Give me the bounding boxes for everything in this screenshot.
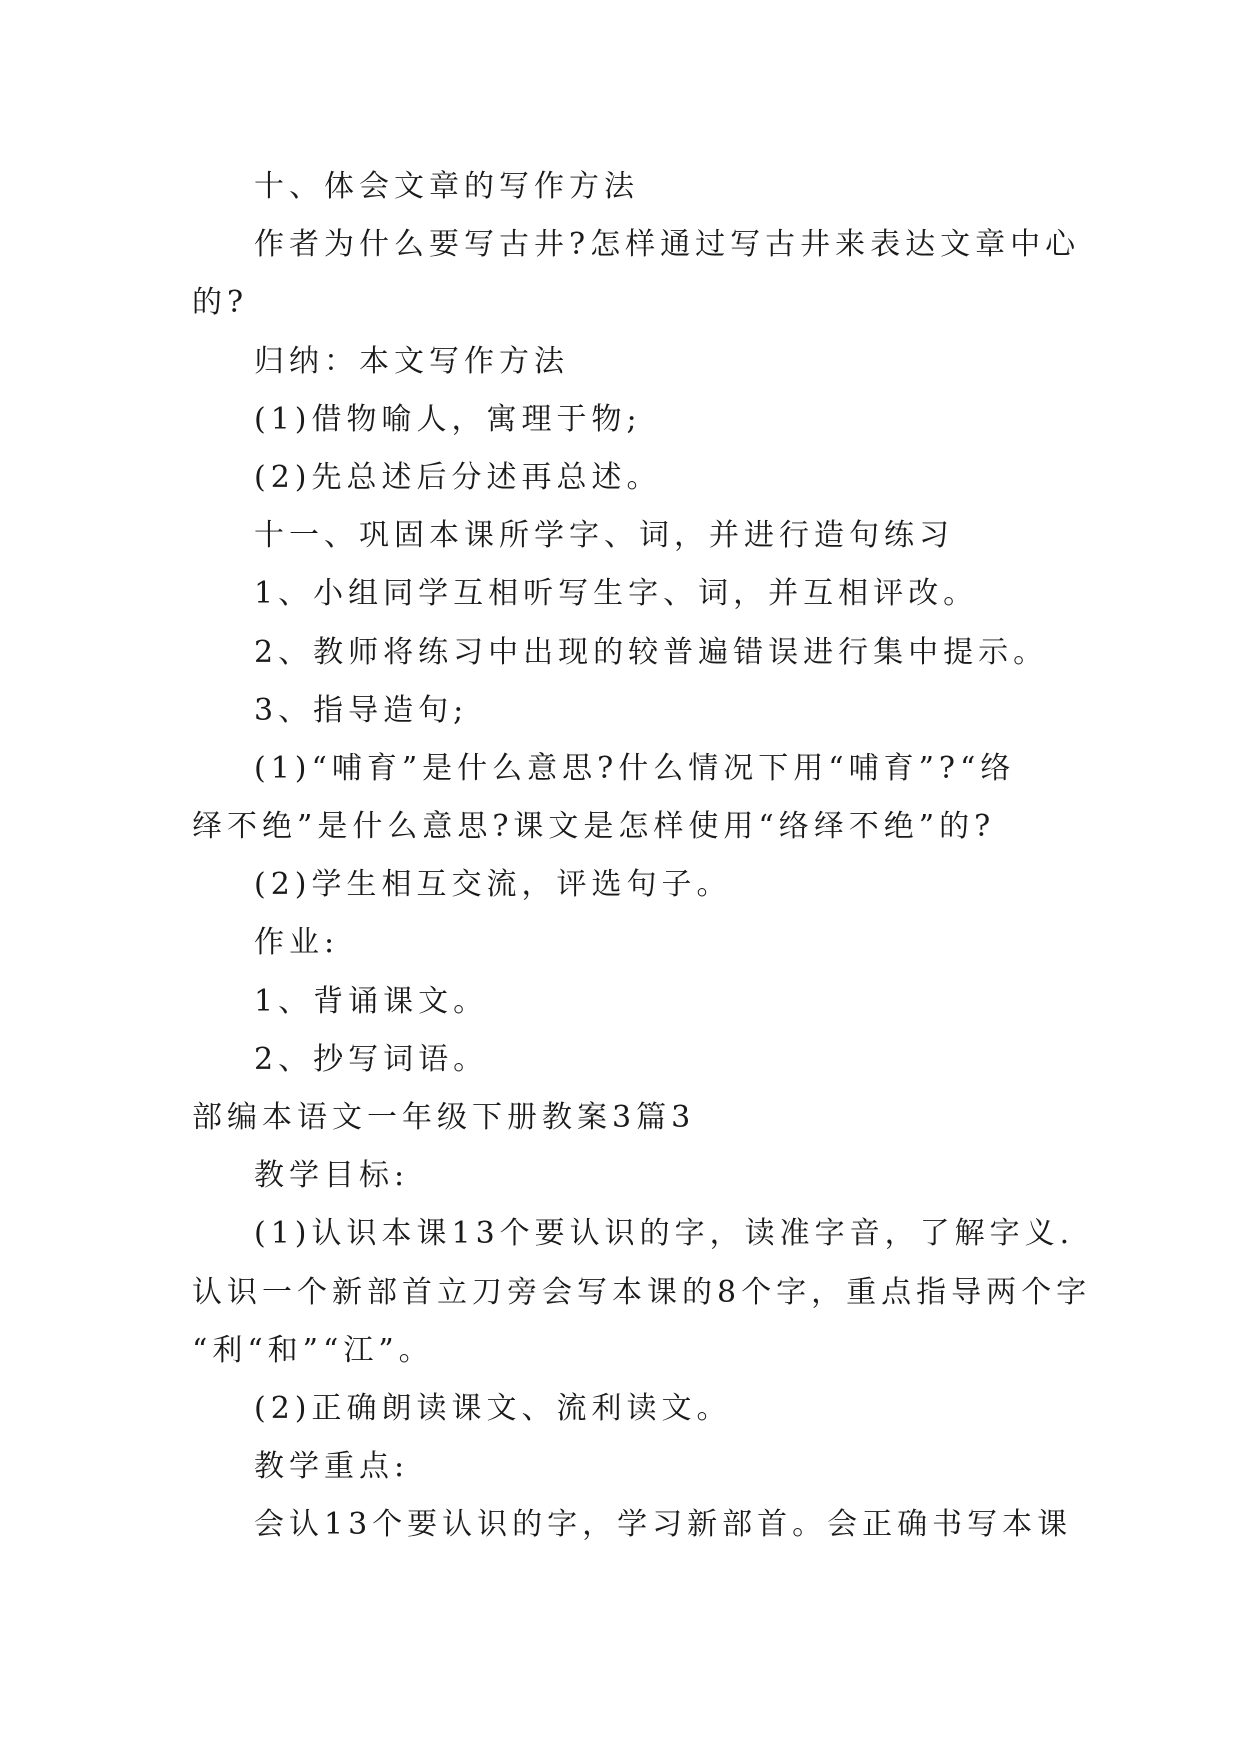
text-line: 绎不绝”是什么意思?课文是怎样使用“络绎不绝”的? — [192, 809, 996, 845]
text-line: (2)正确朗读课文、流利读文。 — [254, 1390, 732, 1426]
text-line: 十一、巩固本课所学字、词，并进行造句练习 — [254, 518, 954, 554]
text-line: 2、抄写词语。 — [254, 1041, 489, 1077]
text-line: 1、背诵课文。 — [254, 983, 489, 1019]
text-line: (1)借物喻人，寓理于物; — [254, 401, 642, 437]
text-line: 部编本语文一年级下册教案3篇3 — [192, 1100, 696, 1135]
text-line: 作者为什么要写古井?怎样通过写古井来表达文章中心 — [254, 227, 1081, 263]
text-line: 的? — [192, 285, 249, 321]
text-line: 1、小组同学互相听写生字、词，并互相评改。 — [254, 576, 979, 612]
text-line: “利“和”“江”。 — [192, 1332, 434, 1368]
text-line: 2、教师将练习中出现的较普遍错误进行集中提示。 — [254, 634, 1049, 670]
text-line: 归纳：本文写作方法 — [254, 343, 569, 379]
text-line: 认识一个新部首立刀旁会写本课的8个字，重点指导两个字 — [192, 1274, 1092, 1310]
text-line: (2)学生相互交流，评选句子。 — [254, 867, 732, 903]
text-line: 十、体会文章的写作方法 — [254, 169, 639, 204]
text-line: (1)认识本课13个要认识的字，读准字音，了解字义. — [254, 1216, 1075, 1252]
text-line: 3、指导造句; — [254, 692, 469, 728]
document-body — [192, 158, 1092, 1555]
text-line: (1)“哺育”是什么意思?什么情况下用“哺育”?“络 — [254, 750, 1016, 786]
text-line: (2)先总述后分述再总述。 — [254, 459, 662, 495]
text-line: 教学重点: — [254, 1449, 410, 1485]
text-line: 教学目标: — [254, 1158, 410, 1194]
text-line: 会认13个要认识的字，学习新部首。会正确书写本课 — [254, 1507, 1073, 1543]
text-line: 作业: — [254, 925, 340, 961]
